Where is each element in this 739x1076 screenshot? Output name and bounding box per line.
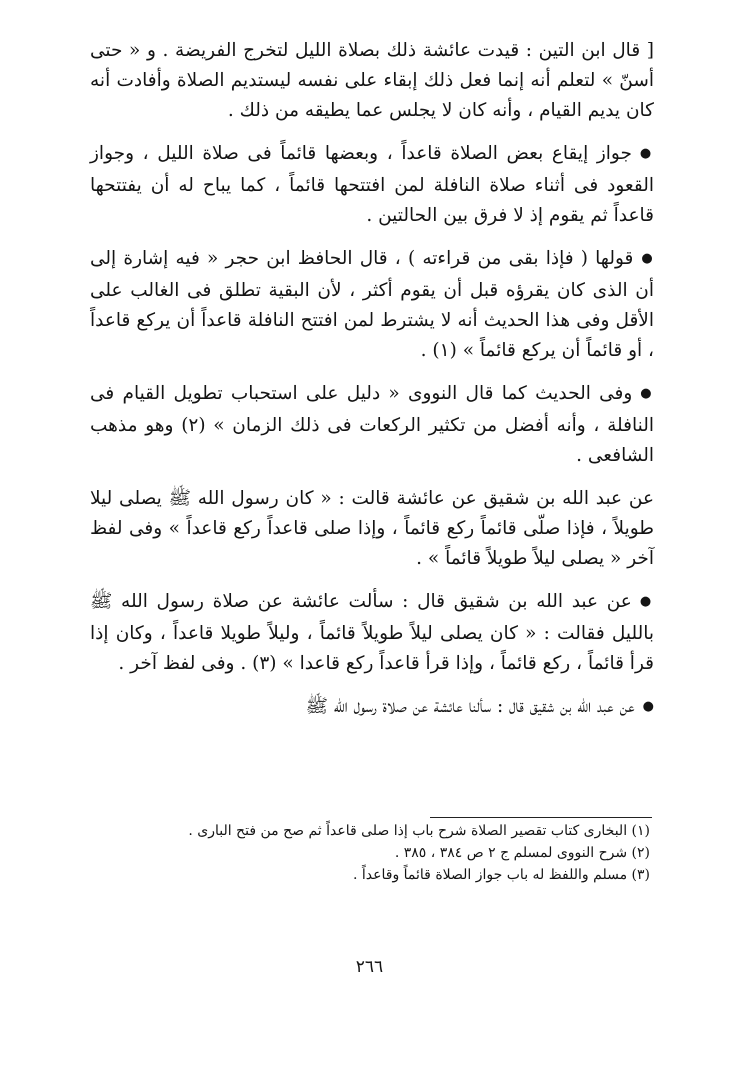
bullet-icon: ● xyxy=(640,386,655,401)
footnote-divider xyxy=(430,817,652,818)
bullet-icon: ● xyxy=(639,594,655,609)
paragraph-2-text: جواز إيقاع بعض الصلاة قاعداً ، وبعضها قائماً فى صلاة الليل ، وجواز القعود فى أثناء صلاة النافلة لمن افتتحها قائماً ، كما يباح له أن يفتتحها قاعداً ثم يقوم إذ لا فرق بين الحالتين . xyxy=(90,143,654,226)
paragraph-1: [ قال ابن التين : قيدت عائشة ذلك بصلاة الليل لتخرج الفريضة . و « حتى أسنّ » لتعلم أنه إنما فعل ذلك إبقاء على نفسه ليستديم الصلاة وأفادت أنه كان يديم القيام ، وأنه كان لا يجلس عما يطيقه من ذلك . xyxy=(90,40,654,121)
bullet-icon: ● xyxy=(639,146,654,161)
paragraph-3 xyxy=(90,244,654,366)
paragraph-2 xyxy=(90,139,654,231)
bullet-icon: ● xyxy=(642,699,654,714)
paragraph-6 xyxy=(90,587,654,679)
paragraph-4-text: وفى الحديث كما قال النووى « دليل على استحباب تطويل القيام فى النافلة ، وأنه أفضل من تكثير الركعات فى ذلك الزمان » (٢) وهو مذهب الشافعى . xyxy=(90,383,654,466)
paragraph-6-text: عن عبد الله بن شقيق قال : سألت عائشة عن صلاة رسول الله ﷺ بالليل فقالت : « كان يصلى ليلاً طويلاً قائماً ، وليلاً طويلا قاعداً ، وكان إذا قرأ قائماً ، ركع قائماً ، وإذا قرأ قاعداً ركع قاعدا » (٣) . وفى لفظ آخر . xyxy=(90,591,654,674)
paragraph-3-text: قولها ( فإذا بقى من قراءته ) ، قال الحافظ ابن حجر « فيه إشارة إلى أن الذى كان يقرؤه قبل أن يقوم أكثر ، لأن البقية تطلق فى الغالب على الأقل وفى هذا الحديث أنه لا يشترط لمن افتتح النافلة قاعداً أن يركع قاعداً ، أو قائماً أن يركع قائماً » (١) . xyxy=(90,248,654,361)
paragraph-4 xyxy=(90,379,654,471)
footnotes xyxy=(110,820,650,886)
footnote-2: (٢) شرح النووى لمسلم ج ٢ ص ٣٨٤ ، ٣٨٥ . xyxy=(394,845,650,861)
paragraph-5: عن عبد الله بن شقيق عن عائشة قالت : « كان رسول الله ﷺ يصلى ليلا طويلاً ، فإذا صلّى قائماً ركع قائماً ، وإذا صلى قاعداً ركع قاعداً » وفى لفظ آخر « يصلى ليلاً طويلاً قائماً » . xyxy=(90,488,654,569)
paragraph-7 xyxy=(90,692,654,724)
footnote-3: (٣) مسلم واللفظ له باب جواز الصلاة قائماً وقاعداً . xyxy=(353,867,650,883)
footnote-1: (١) البخارى كتاب تقصير الصلاة شرح باب إذا صلى قاعداً ثم صح من فتح البارى . xyxy=(188,823,650,839)
bullet-icon: ● xyxy=(641,251,655,266)
main-text xyxy=(90,36,654,737)
page-number: ٢٦٦ xyxy=(355,957,384,977)
paragraph-7-text: عن عبد الله بن شقيق قال : سألنا عائشة عن صلاة رسول الله ﷺ xyxy=(305,696,635,717)
